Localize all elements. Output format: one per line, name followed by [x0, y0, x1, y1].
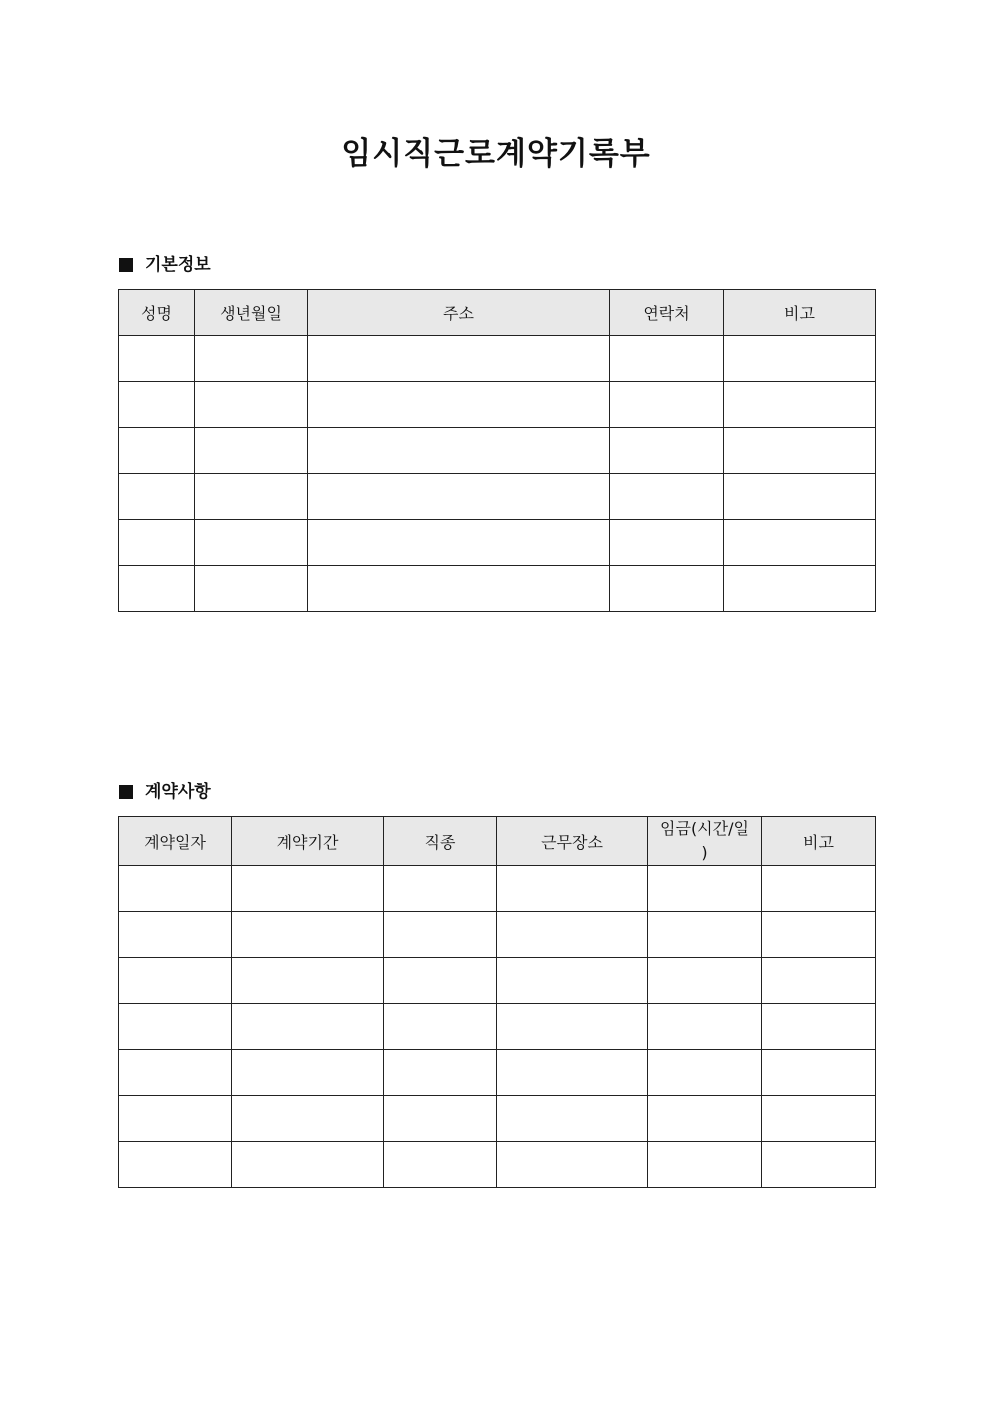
- remarks-cell[interactable]: [724, 474, 876, 520]
- header-wage-line1: 임금(시간/일: [660, 819, 749, 838]
- wage-cell[interactable]: [648, 958, 762, 1004]
- work-location-cell[interactable]: [497, 1004, 648, 1050]
- basic-info-heading: [119, 253, 211, 277]
- birthdate-cell[interactable]: [195, 520, 308, 566]
- remarks-cell[interactable]: [724, 336, 876, 382]
- birthdate-cell[interactable]: [195, 566, 308, 612]
- wage-cell[interactable]: [648, 866, 762, 912]
- address-cell[interactable]: [308, 474, 610, 520]
- address-cell[interactable]: [308, 428, 610, 474]
- birthdate-cell[interactable]: [195, 382, 308, 428]
- address-cell[interactable]: [308, 566, 610, 612]
- remarks-cell[interactable]: [762, 1004, 876, 1050]
- table-row: [119, 382, 876, 428]
- wage-cell[interactable]: [648, 1096, 762, 1142]
- work-location-cell[interactable]: [497, 1050, 648, 1096]
- contract-period-cell[interactable]: [232, 866, 384, 912]
- header-work-location: 근무장소: [497, 817, 648, 866]
- contract-date-cell[interactable]: [119, 1096, 232, 1142]
- job-type-cell[interactable]: [384, 866, 497, 912]
- name-cell[interactable]: [119, 428, 195, 474]
- birthdate-cell[interactable]: [195, 428, 308, 474]
- contract-date-cell[interactable]: [119, 1050, 232, 1096]
- contract-heading-label: 계약사항: [145, 782, 211, 802]
- remarks-cell[interactable]: [762, 912, 876, 958]
- address-cell[interactable]: [308, 520, 610, 566]
- table-row: [119, 1096, 876, 1142]
- contract-period-cell[interactable]: [232, 1142, 384, 1188]
- contact-cell[interactable]: [610, 336, 724, 382]
- contact-cell[interactable]: [610, 428, 724, 474]
- work-location-cell[interactable]: [497, 1096, 648, 1142]
- contract-date-cell[interactable]: [119, 866, 232, 912]
- table-row: [119, 520, 876, 566]
- table-row: [119, 1004, 876, 1050]
- table-row: [119, 336, 876, 382]
- table-row: [119, 474, 876, 520]
- table-row: [119, 428, 876, 474]
- header-birthdate: 생년월일: [195, 290, 308, 336]
- header-wage: [648, 817, 762, 866]
- contact-cell[interactable]: [610, 474, 724, 520]
- header-name: 성명: [119, 290, 195, 336]
- job-type-cell[interactable]: [384, 958, 497, 1004]
- contract-date-cell[interactable]: [119, 1004, 232, 1050]
- work-location-cell[interactable]: [497, 958, 648, 1004]
- name-cell[interactable]: [119, 336, 195, 382]
- remarks-cell[interactable]: [762, 958, 876, 1004]
- remarks-cell[interactable]: [724, 428, 876, 474]
- table-row: [119, 1050, 876, 1096]
- wage-cell[interactable]: [648, 912, 762, 958]
- basic-info-table: [118, 289, 876, 612]
- birthdate-cell[interactable]: [195, 336, 308, 382]
- contract-period-cell[interactable]: [232, 1050, 384, 1096]
- work-location-cell[interactable]: [497, 866, 648, 912]
- page-title: 임시직근로계약기록부: [341, 136, 651, 172]
- basic-info-header-row: [119, 290, 876, 336]
- contract-period-cell[interactable]: [232, 912, 384, 958]
- contact-cell[interactable]: [610, 382, 724, 428]
- contract-date-cell[interactable]: [119, 958, 232, 1004]
- address-cell[interactable]: [308, 382, 610, 428]
- square-bullet-icon: [119, 258, 133, 272]
- header-contract-period: 계약기간: [232, 817, 384, 866]
- remarks-cell[interactable]: [762, 1096, 876, 1142]
- remarks-cell[interactable]: [762, 1050, 876, 1096]
- address-cell[interactable]: [308, 336, 610, 382]
- job-type-cell[interactable]: [384, 1096, 497, 1142]
- table-row: [119, 1142, 876, 1188]
- square-bullet-icon: [119, 785, 133, 799]
- header-contract-date: 계약일자: [119, 817, 232, 866]
- table-row: [119, 958, 876, 1004]
- remarks-cell[interactable]: [724, 520, 876, 566]
- header-remarks: 비고: [724, 290, 876, 336]
- contract-period-cell[interactable]: [232, 958, 384, 1004]
- table-row: [119, 912, 876, 958]
- work-location-cell[interactable]: [497, 912, 648, 958]
- header-address: 주소: [308, 290, 610, 336]
- header-wage-line2: ): [701, 843, 708, 862]
- job-type-cell[interactable]: [384, 1004, 497, 1050]
- contract-date-cell[interactable]: [119, 912, 232, 958]
- contract-table: [118, 816, 876, 1188]
- contract-heading: [119, 780, 211, 804]
- remarks-cell[interactable]: [762, 1142, 876, 1188]
- contract-period-cell[interactable]: [232, 1004, 384, 1050]
- contact-cell[interactable]: [610, 520, 724, 566]
- header-remarks: 비고: [762, 817, 876, 866]
- job-type-cell[interactable]: [384, 1142, 497, 1188]
- name-cell[interactable]: [119, 520, 195, 566]
- wage-cell[interactable]: [648, 1004, 762, 1050]
- work-location-cell[interactable]: [497, 1142, 648, 1188]
- job-type-cell[interactable]: [384, 912, 497, 958]
- name-cell[interactable]: [119, 566, 195, 612]
- remarks-cell[interactable]: [724, 382, 876, 428]
- table-row: [119, 566, 876, 612]
- wage-cell[interactable]: [648, 1050, 762, 1096]
- birthdate-cell[interactable]: [195, 474, 308, 520]
- remarks-cell[interactable]: [724, 566, 876, 612]
- basic-info-heading-label: 기본정보: [145, 255, 211, 275]
- contract-date-cell[interactable]: [119, 1142, 232, 1188]
- header-job-type: 직종: [384, 817, 497, 866]
- contact-cell[interactable]: [610, 566, 724, 612]
- table-row: [119, 866, 876, 912]
- contract-period-cell[interactable]: [232, 1096, 384, 1142]
- job-type-cell[interactable]: [384, 1050, 497, 1096]
- name-cell[interactable]: [119, 382, 195, 428]
- contract-header-row: [119, 817, 876, 866]
- remarks-cell[interactable]: [762, 866, 876, 912]
- header-contact: 연락처: [610, 290, 724, 336]
- wage-cell[interactable]: [648, 1142, 762, 1188]
- name-cell[interactable]: [119, 474, 195, 520]
